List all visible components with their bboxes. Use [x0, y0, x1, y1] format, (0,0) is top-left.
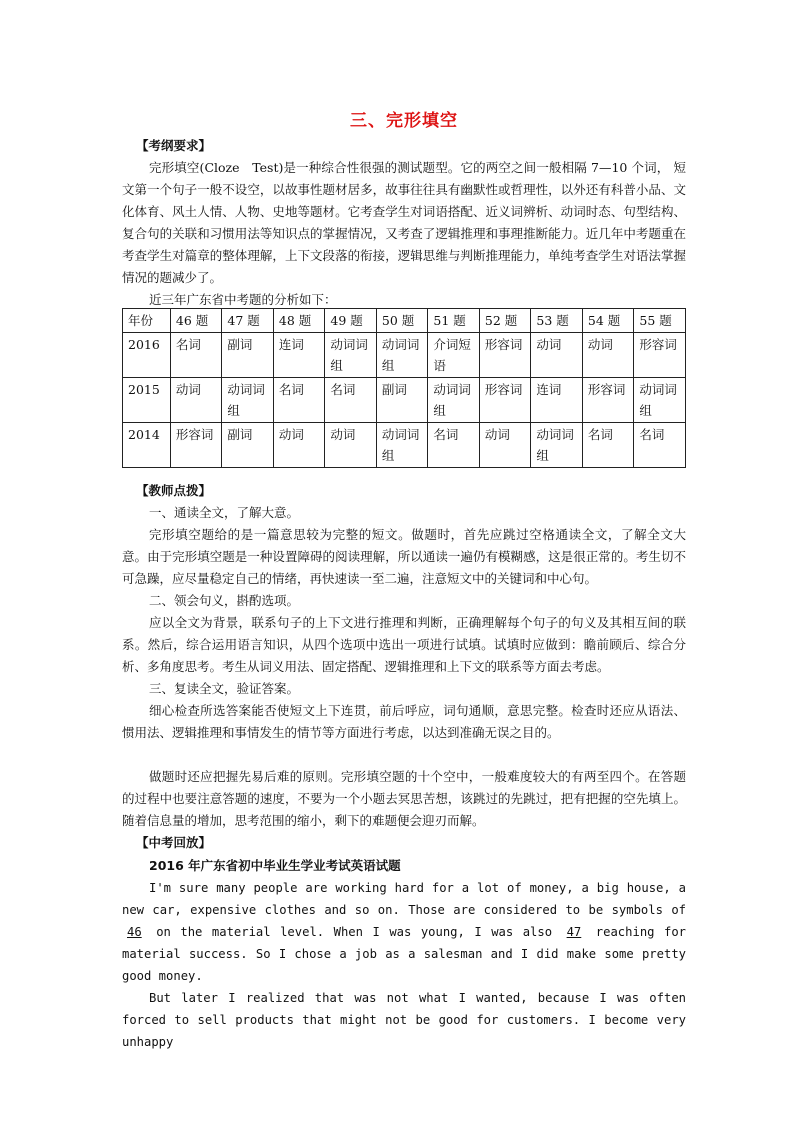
table-cell: 名词	[170, 333, 222, 378]
table-cell: 48 题	[273, 309, 325, 333]
table-header-row	[123, 309, 686, 333]
tip-3-title: 三、复读全文，验证答案。	[149, 681, 300, 696]
syllabus-heading: 【考纲要求】	[136, 138, 212, 153]
table-cell: 动词词组	[531, 423, 583, 468]
table-row	[123, 423, 686, 468]
syllabus-paragraph: 完形填空(Cloze Test)是一种综合性很强的测试题型。它的两空之间一般相隔 7—10 个词， 短文第一个句子一般不设空，以故事性题材居多，故事往往具有幽默性或哲理性，以外还有科普小品、文化体育、风土人情、人物、史地等题材。它考查学生对词语搭配、近义词辨析、动词时态、句型结构、复合句的关联和习惯用法等知识点的掌握情况，又考查了逻辑推理和事理推断能力。近几年中考题重在考查学生对篇章的整体理解，上下文段落的衔接，逻辑思维与判断推理能力，单纯考查学生对语法掌握情况的题减少了。	[122, 160, 686, 285]
tip-2-paragraph: 应以全文为背景，联系句子的上下文进行推理和判断，正确理解每个句子的句义及其相互间的联系。然后，综合运用语言知识，从四个选项中选出一项进行试填。试填时应做到：瞻前顾后、综合分析、多角度思考。考生从词义用法、固定搭配、逻辑推理和上下文的联系等方面去考虑。	[122, 615, 686, 674]
table-cell: 形容词	[582, 378, 634, 423]
table-cell: 形容词	[634, 333, 686, 378]
table-cell: 副词	[222, 423, 274, 468]
table-cell: 副词	[376, 378, 428, 423]
table-cell: 54 题	[582, 309, 634, 333]
table-row	[123, 378, 686, 423]
table-cell: 动词	[531, 333, 583, 378]
table-cell: 年份	[123, 309, 171, 333]
table-cell: 2015	[123, 378, 171, 423]
table-cell: 名词	[582, 423, 634, 468]
english-paragraph-1: I'm sure many people are working hard for a lot of money, a big house, a new car, expensive clothes and so on. Those are considered to be symbols of 46 on the material level. When I was young, I was also 47 reaching for material success. So I chose a job as a salesman and I did make some pretty good money.	[122, 881, 687, 983]
table-row	[123, 333, 686, 378]
tip-4-paragraph: 做题时还应把握先易后难的原则。完形填空题的十个空中，一般难度较大的有两至四个。在答题的过程中也要注意答题的速度，不要为一个小题去冥思苦想，该跳过的先跳过，把有把握的空先填上。随着信息量的增加，思考范围的缩小，剩下的难题便会迎刃而解。	[122, 769, 686, 828]
table-cell: 名词	[428, 423, 480, 468]
table-cell: 动词	[479, 423, 531, 468]
table-cell: 动词词组	[376, 333, 428, 378]
table-cell: 49 题	[325, 309, 377, 333]
table-cell: 副词	[222, 333, 274, 378]
table-cell: 2016	[123, 333, 171, 378]
table-cell: 动词词组	[428, 378, 480, 423]
blank-47[interactable]: 47	[566, 925, 582, 939]
exam-review-heading: 【中考回放】	[136, 835, 212, 850]
table-cell: 动词	[325, 423, 377, 468]
table-cell: 53 题	[531, 309, 583, 333]
table-cell: 动词	[170, 378, 222, 423]
table-cell: 动词	[582, 333, 634, 378]
table-cell: 介词短语	[428, 333, 480, 378]
table-cell: 连词	[273, 333, 325, 378]
table-cell: 形容词	[479, 378, 531, 423]
analysis-table-wrap	[122, 308, 686, 468]
english-paragraph-2: But later I realized that was not what I wanted, because I was often forced to sell products that might not be good for customers. I become very unhappy	[122, 991, 686, 1049]
table-cell: 名词	[325, 378, 377, 423]
table-cell: 动词词组	[376, 423, 428, 468]
teacher-tips-section	[122, 480, 686, 1053]
blank-46[interactable]: 46	[127, 925, 142, 939]
table-intro: 近三年广东省中考题的分析如下：	[149, 292, 337, 307]
syllabus-section	[122, 135, 686, 311]
table-cell: 动词	[273, 423, 325, 468]
table-cell: 动词词组	[222, 378, 274, 423]
tip-1-title: 一、通读全文，了解大意。	[149, 505, 300, 520]
page-title: 三、完形填空	[350, 111, 458, 131]
table-cell: 形容词	[170, 423, 222, 468]
table-cell: 52 题	[479, 309, 531, 333]
table-cell: 名词	[634, 423, 686, 468]
table-cell: 50 题	[376, 309, 428, 333]
tips-heading: 【教师点拨】	[136, 483, 212, 498]
exam-title: 2016 年广东省初中毕业生学业考试英语试题	[149, 858, 401, 873]
table-cell: 动词词组	[325, 333, 377, 378]
table-cell: 名词	[273, 378, 325, 423]
table-cell: 连词	[531, 378, 583, 423]
table-cell: 2014	[123, 423, 171, 468]
table-cell: 55 题	[634, 309, 686, 333]
tip-1-paragraph: 完形填空题给的是一篇意思较为完整的短文。做题时，首先应跳过空格通读全文，了解全文大意。由于完形填空题是一种设置障碍的阅读理解，所以通读一遍仍有模糊感，这是很正常的。考生切不可急躁，应尽量稳定自己的情绪，再快速读一至二遍，注意短文中的关键词和中心句。	[122, 527, 686, 586]
table-cell: 动词词组	[634, 378, 686, 423]
table-cell: 51 题	[428, 309, 480, 333]
tip-2-title: 二、领会句义，斟酌选项。	[149, 593, 300, 608]
table-cell: 形容词	[479, 333, 531, 378]
analysis-table	[122, 308, 686, 468]
table-cell: 46 题	[170, 309, 222, 333]
tip-3-paragraph: 细心检查所选答案能否使短文上下连贯，前后呼应，词句通顺，意思完整。检查时还应从语法、惯用法、逻辑推理和事情发生的情节等方面进行考虑，以达到准确无误之目的。	[122, 703, 686, 740]
table-cell: 47 题	[222, 309, 274, 333]
